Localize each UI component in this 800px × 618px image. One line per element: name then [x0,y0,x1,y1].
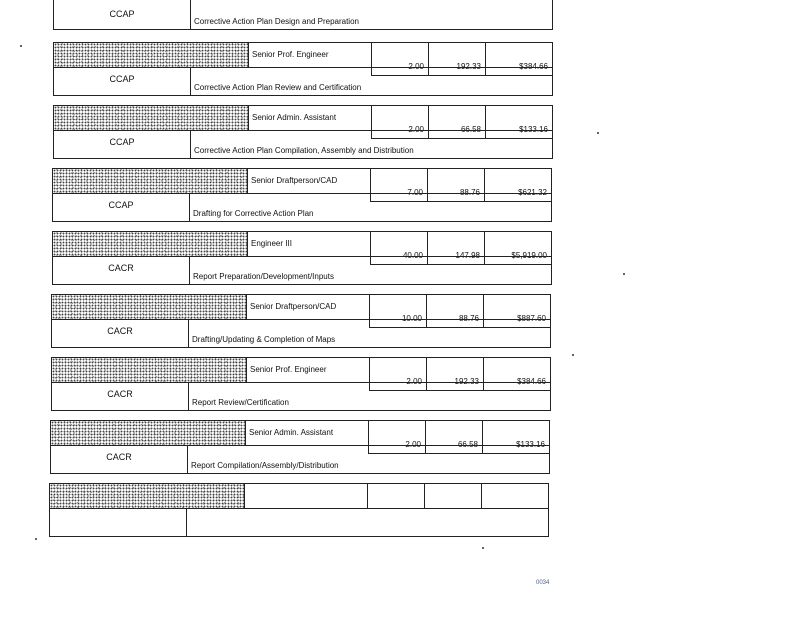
description-cell [190,0,553,30]
code-cell [51,382,189,411]
description-cell [190,130,553,159]
top-fragment-row [53,0,553,30]
hours-value: 66.58 [460,125,481,134]
rate-value: 2.00 [408,62,424,71]
labor-row [50,420,550,474]
job-title-cell [248,105,372,131]
description-cell [188,319,551,348]
code-cell [52,256,190,285]
code-cell [52,193,190,222]
amount-value: $384.66 [517,377,546,386]
labor-row [51,294,551,348]
description-text: Drafting for Corrective Action Plan [193,209,314,218]
hours-value: 66.58 [457,440,478,449]
labor-row [53,42,553,96]
labor-row [53,105,553,159]
code-cell [50,445,188,474]
code-cell [53,0,191,30]
scan-speck [35,538,37,540]
hours-value: 147.98 [455,251,480,260]
job-title: Senior Admin. Assistant [249,428,334,437]
description-text: Report Review/Certification [192,398,289,407]
description-cell [187,445,550,474]
redacted-name [53,105,249,131]
code-text: CACR [107,326,133,336]
job-title: Senior Draftperson/CAD [250,302,337,311]
amount-cell [481,483,549,509]
redacted-name [52,168,248,194]
scan-speck [623,273,625,275]
code-text: CACR [108,263,134,273]
description-text: Corrective Action Plan Review and Certification [194,83,362,92]
rate-value: 2.00 [406,377,422,386]
job-title-cell [245,420,369,446]
scan-speck [482,547,484,549]
job-title: Senior Draftperson/CAD [251,176,338,185]
job-title: Senior Prof. Engineer [252,50,329,59]
hours-value: 88.76 [459,188,480,197]
amount-value: $621.32 [518,188,547,197]
rate-value: 2.00 [408,125,424,134]
amount-value: $887.60 [517,314,546,323]
redacted-name [50,420,246,446]
labor-row [51,357,551,411]
redacted-name [53,42,249,68]
redacted-name [51,294,247,320]
description-text: Corrective Action Plan Design and Preparation [194,17,359,26]
code-text: CACR [107,389,133,399]
scan-speck [572,354,574,356]
code-text: CCAP [108,200,134,210]
code-text: CCAP [109,137,135,147]
hours-value: 88.76 [458,314,479,323]
scan-speck [20,45,22,47]
job-title-cell [247,231,371,257]
page-number: 0034 [536,580,550,586]
redacted-name [49,483,245,509]
hours-cell [424,483,482,509]
scan-speck [597,132,599,134]
rate-value: 2.00 [405,440,421,449]
job-title-cell [247,168,371,194]
hours-value: 192.33 [456,62,481,71]
amount-value: $384.66 [519,62,548,71]
rate-value: 40.00 [402,251,423,260]
labor-row [52,231,552,285]
description-text: Report Compilation/Assembly/Distribution [191,461,339,470]
amount-value: $5,919.00 [511,251,547,260]
job-title: Senior Admin. Assistant [252,113,337,122]
description-text: Drafting/Updating & Completion of Maps [192,335,336,344]
job-title: Engineer III [251,239,292,248]
redacted-name [51,357,247,383]
code-text: CACR [106,452,132,462]
code-text: CCAP [109,9,135,19]
job-title-cell [246,357,370,383]
description-cell [189,193,552,222]
description-text: Report Preparation/Development/Inputs [193,272,334,281]
job-title: Senior Prof. Engineer [250,365,327,374]
amount-value: $133.16 [516,440,545,449]
job-title-cell [246,294,370,320]
description-text: Corrective Action Plan Compilation, Assembly and Distribution [194,146,414,155]
description-cell [190,67,553,96]
labor-row-empty [49,483,549,537]
labor-row [52,168,552,222]
code-cell [53,67,191,96]
amount-value: $133.16 [519,125,548,134]
job-title-cell [248,42,372,68]
code-text: CCAP [109,74,135,84]
code-cell [51,319,189,348]
description-cell [186,508,549,537]
redacted-name [52,231,248,257]
code-cell [53,130,191,159]
code-cell [49,508,187,537]
rate-cell [367,483,425,509]
rate-value: 10.00 [401,314,422,323]
rate-value: 7.00 [407,188,423,197]
hours-value: 192.33 [454,377,479,386]
job-title-cell [244,483,368,509]
description-cell [189,256,552,285]
description-cell [188,382,551,411]
